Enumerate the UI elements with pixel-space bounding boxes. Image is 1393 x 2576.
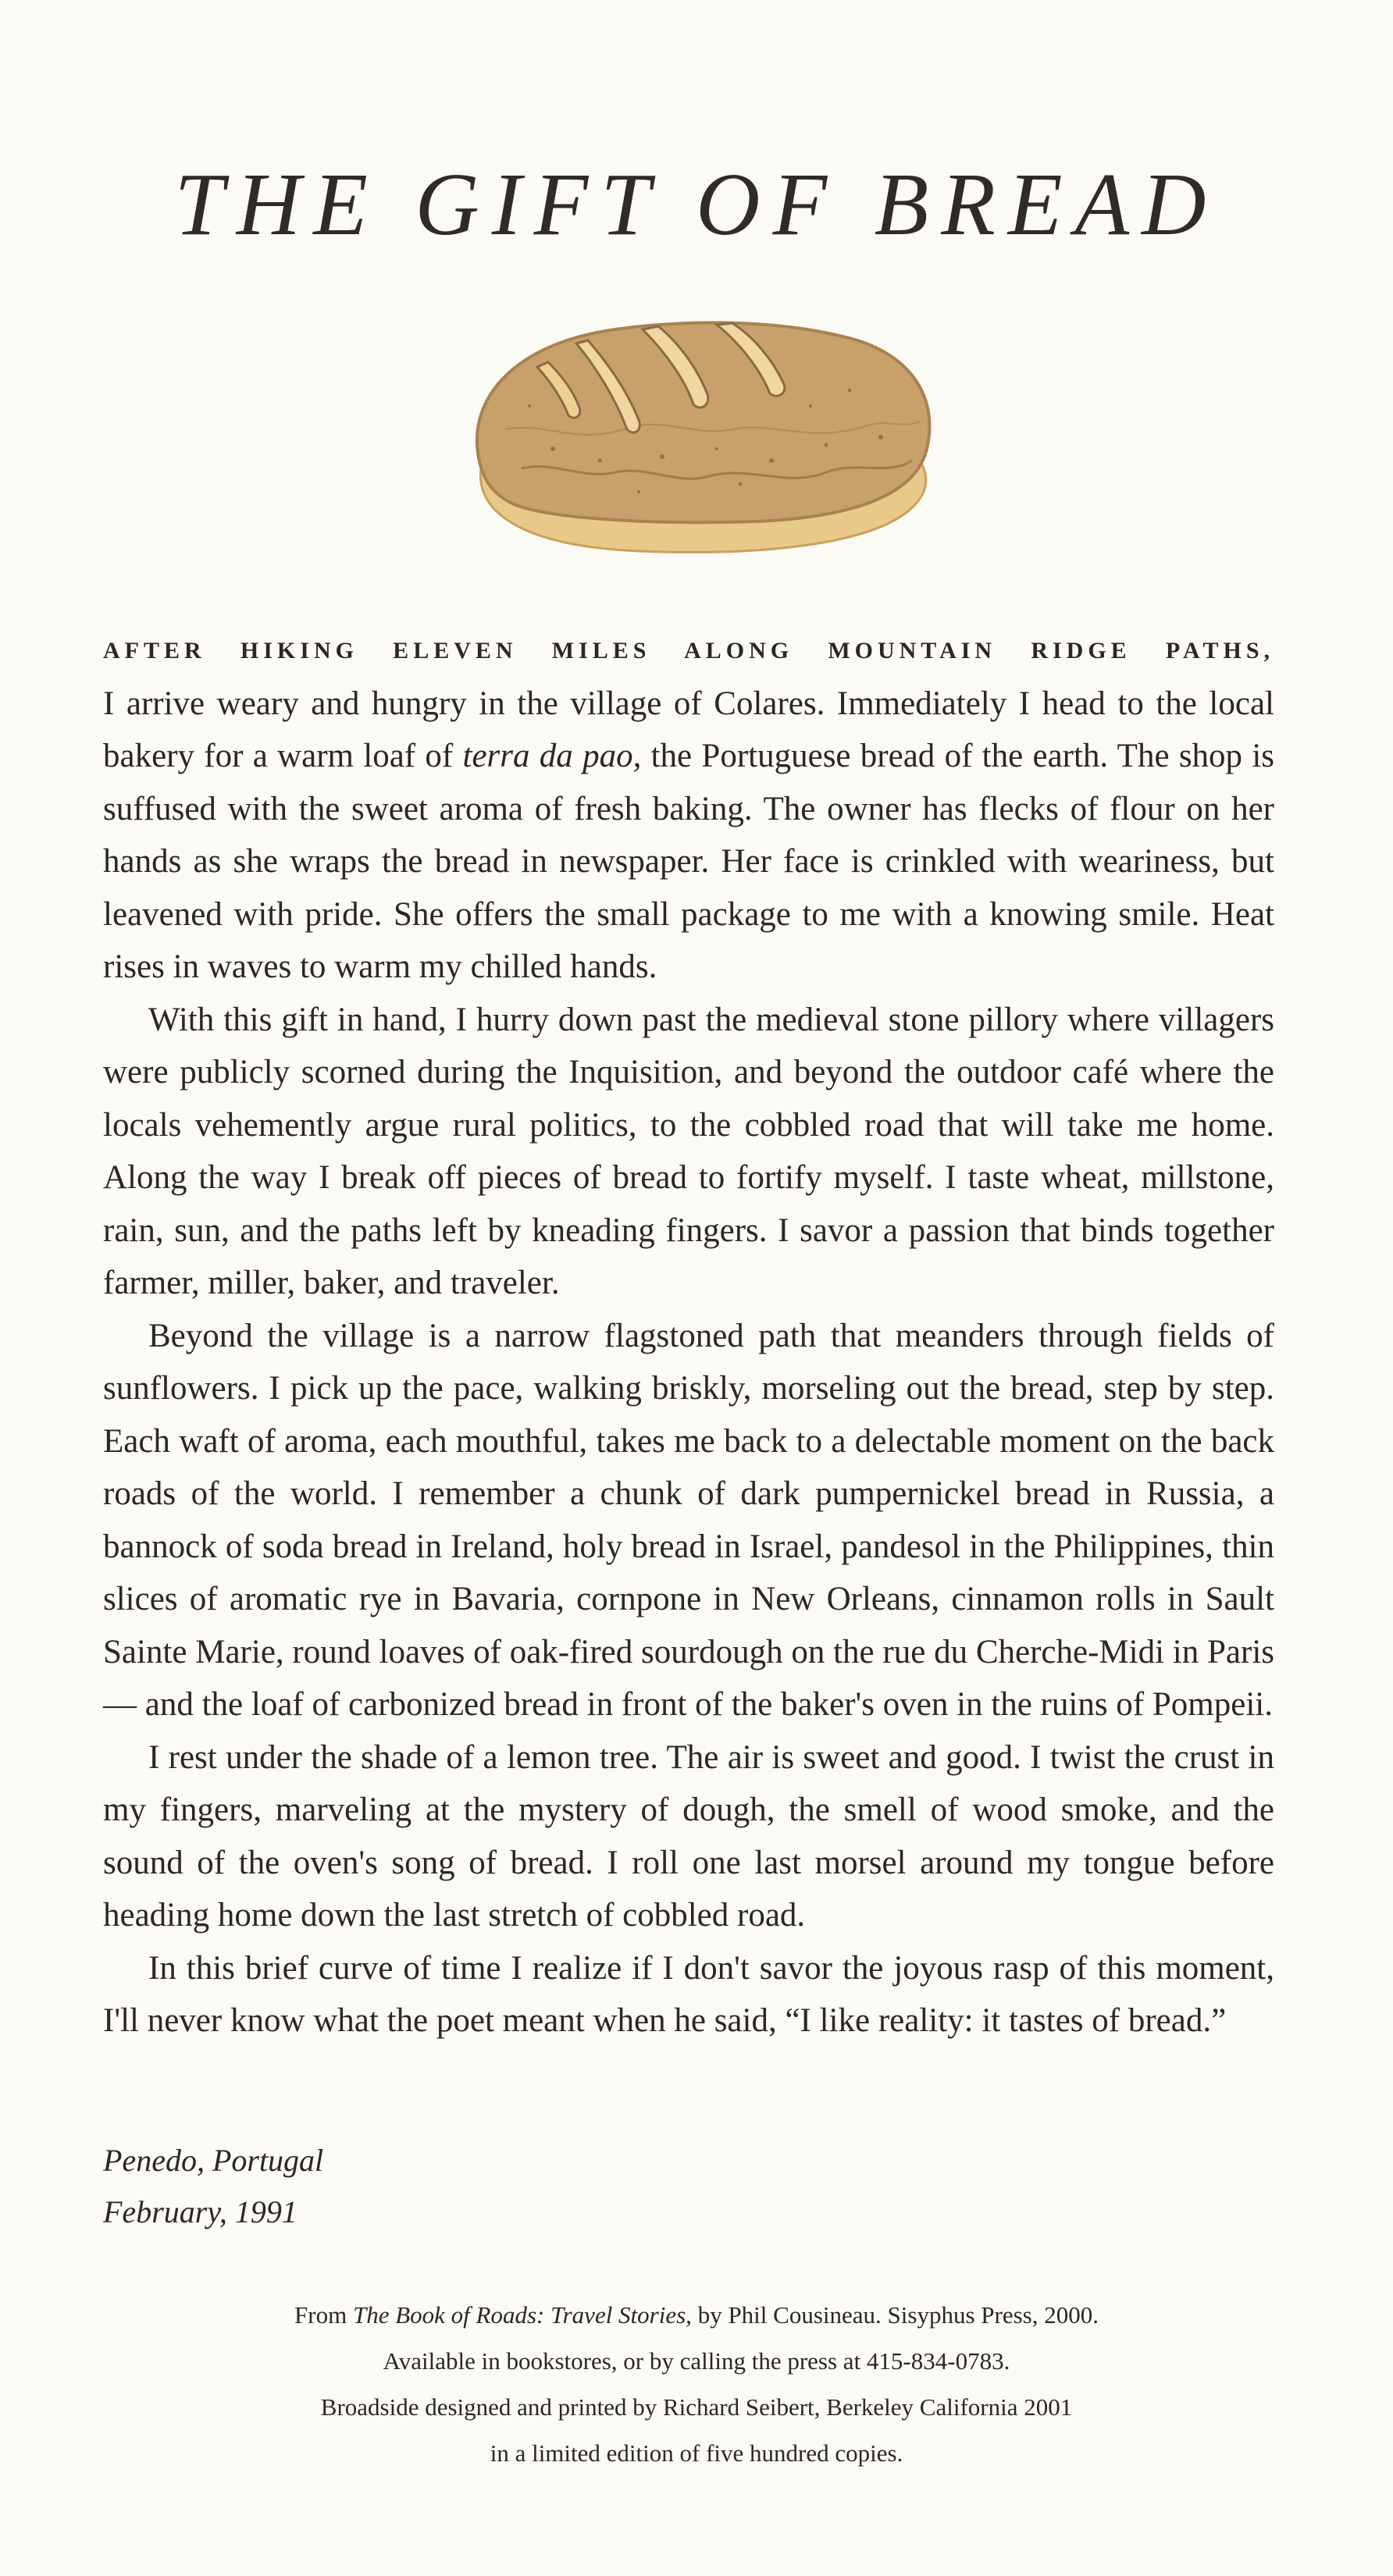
colophon-line-2: Available in bookstores, or by calling the press at 415-834-0783. — [383, 2347, 1010, 2375]
dateline — [103, 2135, 323, 2238]
colophon — [0, 2292, 1393, 2476]
paragraph-3: Beyond the village is a narrow flagstoned path that meanders through fields of sunflowers. I pick up the pace, walking briskly, morseling out the bread, step by step. Each waft of aroma, each mouthful, takes me back to a delectable moment on the back roads of the world. I remember a chunk of dark pumpernickel bread in Russia, a bannock of soda bread in Ireland, holy bread in Israel, pandesol in the Philippines, thin slices of aromatic rye in Bavaria, cornpone in New Orleans, cinnamon rolls in Sault Sainte Marie, round loaves of oak-fired sourdough on the rue du Cherche-Midi in Paris — and the loaf of carbonized bread in front of the baker's oven in the ruins of Pompeii. — [103, 1317, 1274, 1723]
dateline-location: Penedo, Portugal — [103, 2143, 324, 2178]
book-title: The Book of Roads: Travel Stories, — [352, 2301, 692, 2329]
lead-in-smallcaps: AFTER HIKING ELEVEN MILES ALONG MOUNTAIN RIDGE PATHS, — [103, 638, 1274, 664]
paragraph-2: With this gift in hand, I hurry down past the medieval stone pillory where villagers were publicly scorned during the Inquisition, and beyond the outdoor café where the locals vehemently argue rural politics, to the cobbled road that will take me home. Along the way I break off pieces of bread to fortify myself. I taste wheat, millstone, rain, sun, and the paths left by kneading fingers. I savor a passion that binds together farmer, miller, baker, and traveler. — [103, 1001, 1274, 1301]
bread-loaf-illustration — [459, 312, 943, 562]
page-title: THE GIFT OF BREAD — [174, 155, 1219, 254]
paragraph-5: In this brief curve of time I realize if I don't savor the joyous rasp of this moment, I'll never know what the poet meant when he said, “I like reality: it tastes of bread.” — [103, 1949, 1274, 2039]
bread-top-crust — [477, 322, 930, 522]
article-body — [103, 624, 1274, 2048]
colophon-line-3: Broadside designed and printed by Richard Seibert, Berkeley California 2001 — [320, 2393, 1073, 2421]
colophon-line-4: in a limited edition of five hundred copies. — [490, 2439, 903, 2467]
colophon-line-1: From The Book of Roads: Travel Stories, by Phil Cousineau. Sisyphus Press, 2000. — [294, 2301, 1099, 2329]
foreign-term: terra da pao, — [462, 738, 642, 774]
dateline-date: February, 1991 — [103, 2194, 297, 2229]
paragraph-1: I arrive weary and hungry in the village of Colares. Immediately I head to the local bakery for a warm loaf of terra da pao, the Portuguese bread of the earth. The shop is suffused with the sweet aroma of fresh baking. The owner has flecks of flour on her hands as she wraps the bread in newspaper. Her face is crinkled with weariness, but leavened with pride. She offers the small package to me with a knowing smile. Heat rises in waves to warm my chilled hands. — [103, 685, 1275, 985]
paragraph-4: I rest under the shade of a lemon tree. The air is sweet and good. I twist the crust in my fingers, marveling at the mystery of dough, the smell of wood smoke, and the sound of the oven's song of bread. I roll one last morsel around my tongue before heading home down the last stretch of cobbled road. — [103, 1738, 1274, 1934]
